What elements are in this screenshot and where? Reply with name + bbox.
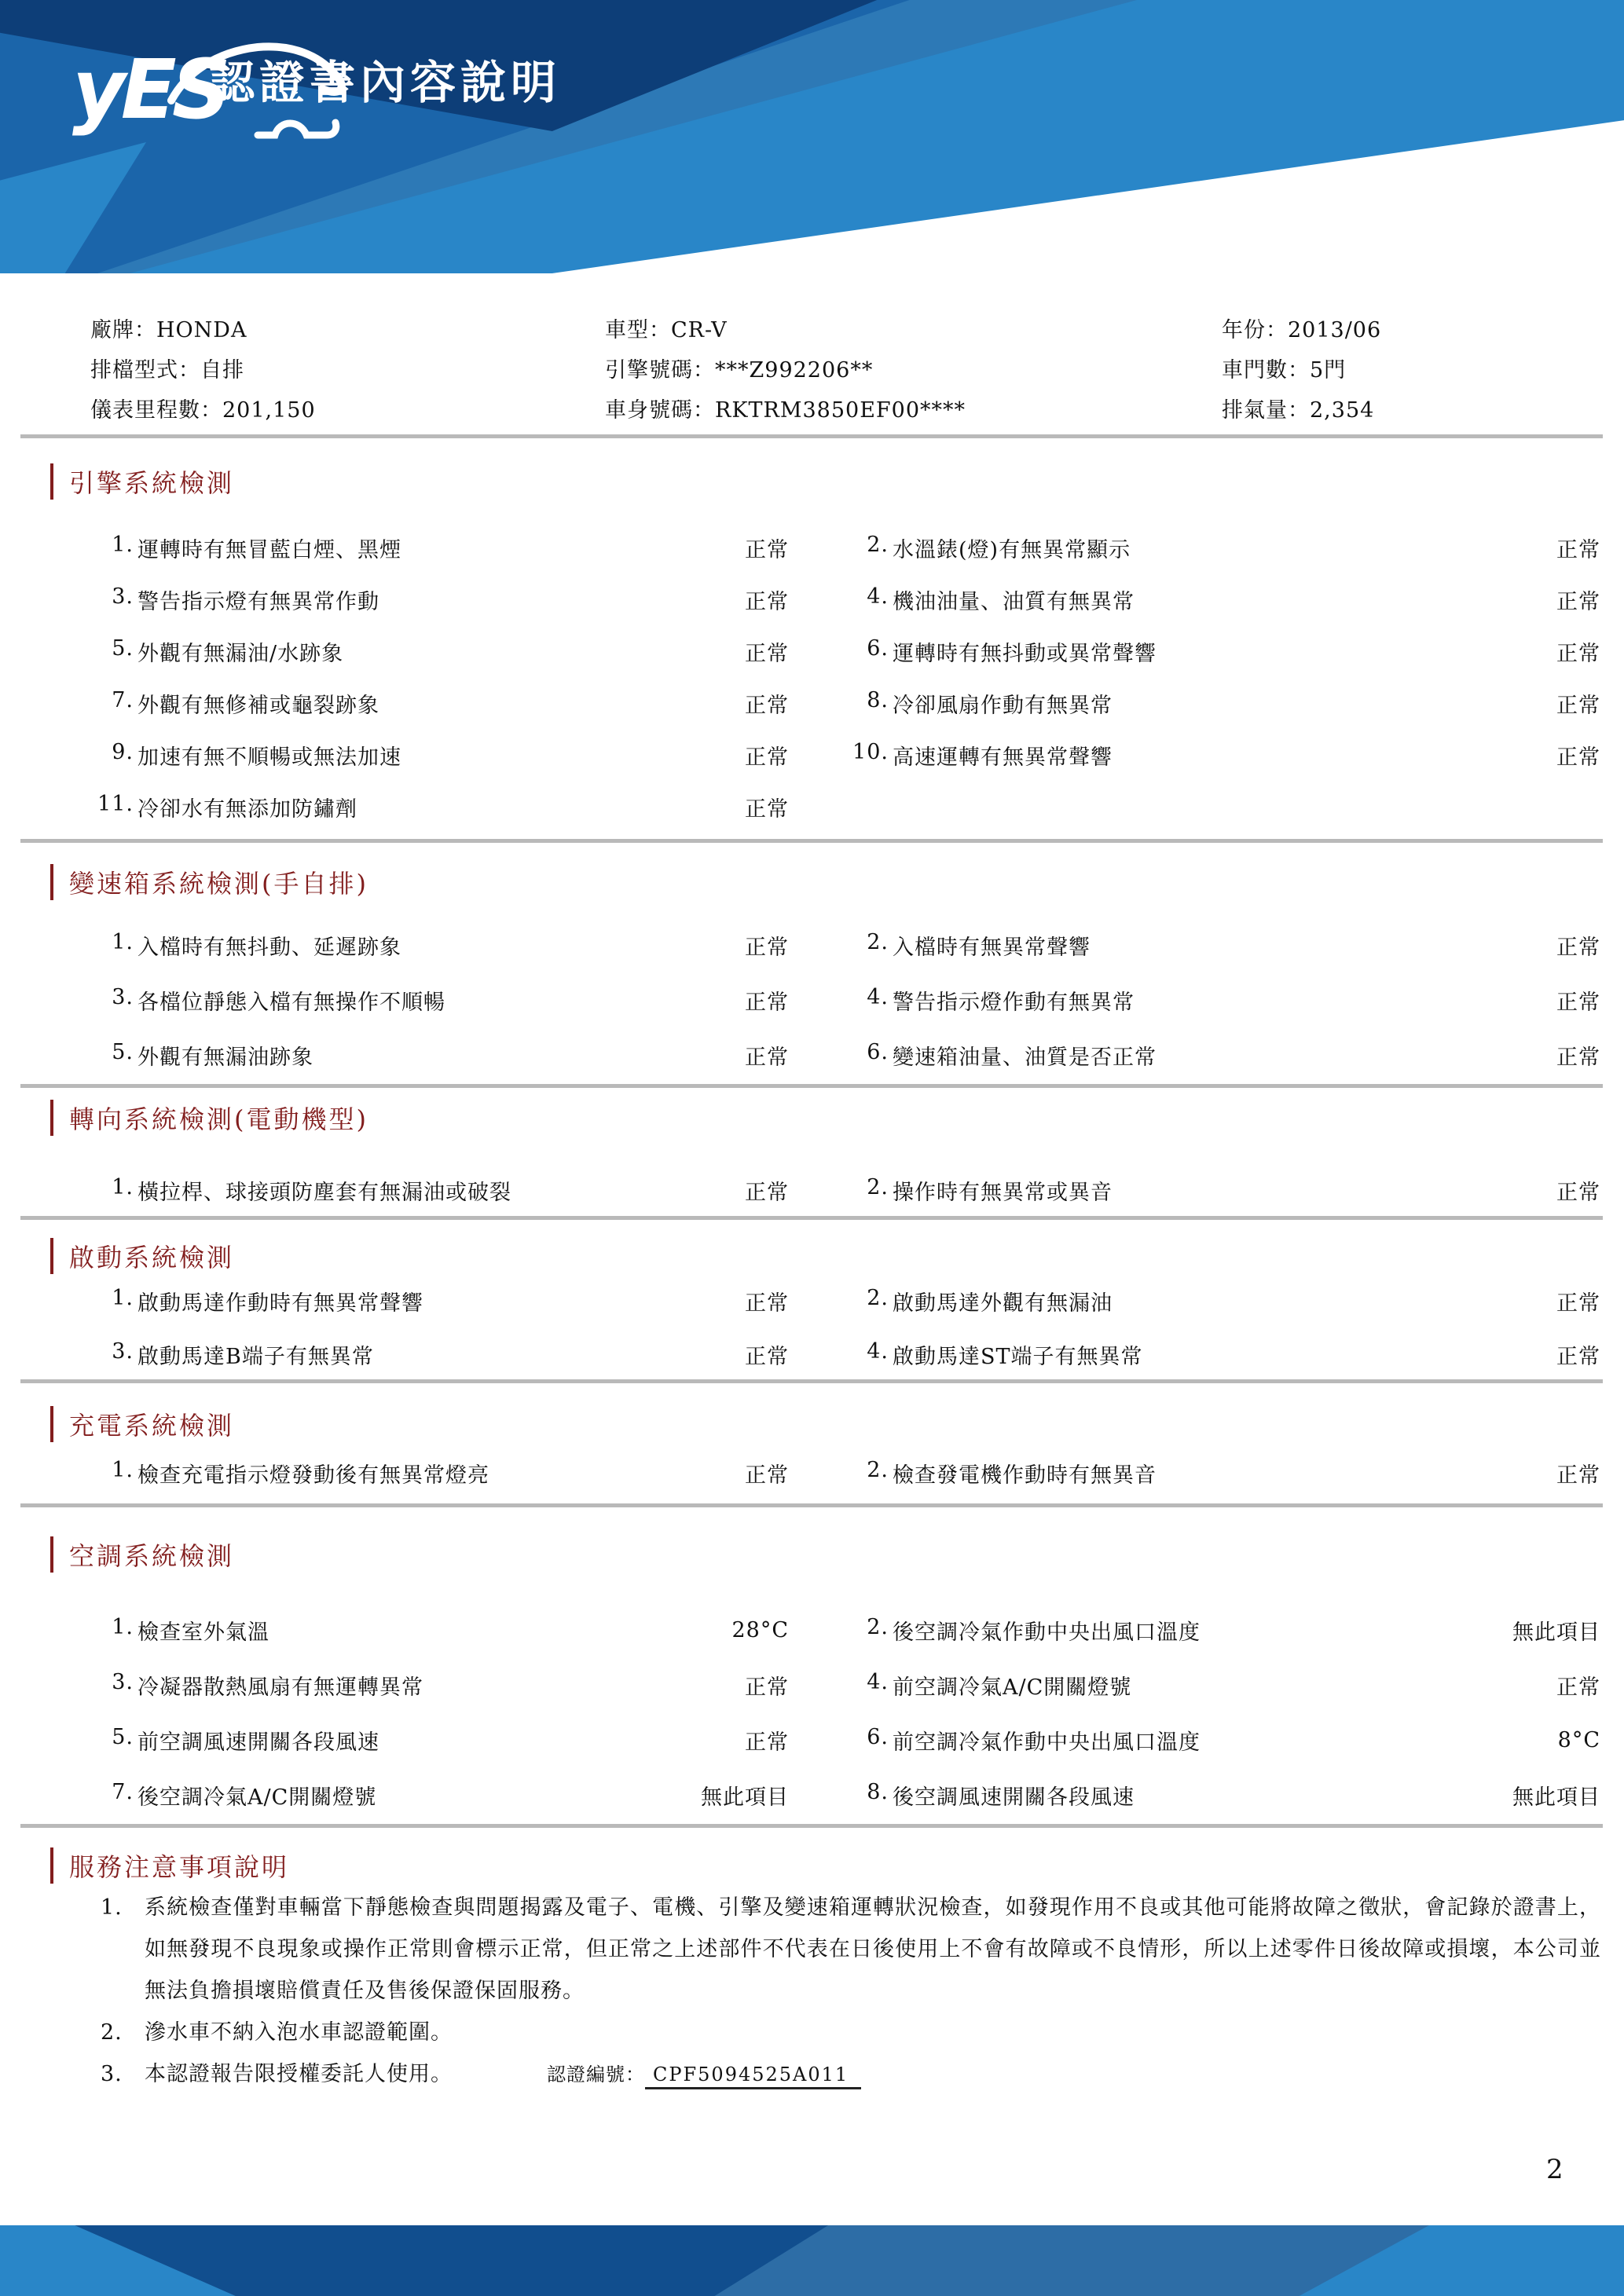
inspection-item xyxy=(97,930,635,961)
item-number: 7. xyxy=(112,1779,134,1804)
inspection-item xyxy=(852,1339,1423,1370)
inspection-item xyxy=(97,740,635,771)
vehicle-info-field: 車身號碼：RKTRM3850EF00**** xyxy=(605,398,966,423)
item-text: 前空調冷氣作動中央出風口溫度 xyxy=(893,1730,1201,1755)
service-note xyxy=(101,1887,1601,2012)
item-number: 4. xyxy=(867,1338,889,1364)
certificate-number: CPF5094525A011 xyxy=(645,2063,861,2089)
note-number: 3. xyxy=(101,2062,123,2086)
item-text: 入檔時有無異常聲響 xyxy=(893,935,1091,960)
item-number: 1. xyxy=(112,532,134,557)
inspection-item xyxy=(852,740,1423,771)
inspection-row xyxy=(0,1163,1624,1218)
item-result: 正常 xyxy=(1556,1344,1600,1369)
inspection-item xyxy=(97,533,635,563)
item-result: 正常 xyxy=(1556,990,1600,1015)
section-title-bar xyxy=(50,463,53,500)
page-header xyxy=(0,0,1624,273)
inspection-row xyxy=(0,1327,1624,1381)
item-number: 2. xyxy=(867,929,889,954)
item-number: 4. xyxy=(867,984,889,1009)
item-result: 正常 xyxy=(1556,1180,1600,1205)
item-result: 正常 xyxy=(1556,537,1600,562)
section-title-text: 空調系統檢測 xyxy=(69,1541,235,1571)
item-text: 運轉時有無抖動或異常聲響 xyxy=(893,641,1157,666)
certificate-number-field xyxy=(547,2054,861,2096)
item-result: 無此項目 xyxy=(1512,1620,1600,1645)
item-text: 警告指示燈有無異常作動 xyxy=(137,589,379,614)
inspection-row xyxy=(0,1657,1624,1712)
certificate-number-label: 認證編號： xyxy=(547,2063,645,2085)
section-title-text: 變速箱系統檢測(手自排) xyxy=(69,869,368,899)
inspection-item xyxy=(852,1615,1423,1646)
item-text: 外觀有無修補或龜裂跡象 xyxy=(137,693,379,718)
inspection-item xyxy=(97,1670,635,1701)
section-title xyxy=(50,1238,234,1274)
section-title xyxy=(50,1536,234,1573)
item-result: 無此項目 xyxy=(1512,1785,1600,1810)
item-text: 操作時有無異常或異音 xyxy=(893,1180,1113,1205)
section-rows xyxy=(0,1445,1624,1500)
note-text-with-cert xyxy=(145,2053,861,2096)
inspection-item xyxy=(852,1780,1423,1811)
section-title-bar xyxy=(50,1536,53,1573)
item-number: 8. xyxy=(867,687,889,712)
item-text: 啟動馬達外觀有無漏油 xyxy=(893,1291,1113,1316)
inspection-row xyxy=(0,625,1624,677)
item-text: 運轉時有無冒藍白煙、黑煙 xyxy=(137,537,401,562)
service-note xyxy=(101,2053,1601,2096)
item-result: 正常 xyxy=(1556,1045,1600,1070)
item-number: 3. xyxy=(112,1338,134,1364)
inspection-row xyxy=(0,573,1624,625)
item-result: 正常 xyxy=(745,990,789,1015)
item-number: 2. xyxy=(867,1614,889,1639)
item-number: 4. xyxy=(867,584,889,609)
item-number: 5. xyxy=(112,1039,134,1064)
vehicle-info-field: 車門數：5門 xyxy=(1222,358,1347,383)
item-number: 6. xyxy=(867,635,889,661)
item-text: 啟動馬達B端子有無異常 xyxy=(137,1344,374,1369)
item-number: 3. xyxy=(112,584,134,609)
inspection-item xyxy=(852,1286,1423,1316)
item-number: 1. xyxy=(112,1174,134,1199)
item-number: 11. xyxy=(97,791,134,816)
inspection-item xyxy=(97,584,635,615)
inspection-row xyxy=(0,972,1624,1027)
note-text: 滲水車不納入泡水車認證範圍。 xyxy=(145,2020,453,2045)
inspection-item xyxy=(852,688,1423,719)
item-text: 外觀有無漏油跡象 xyxy=(137,1045,313,1070)
item-number: 5. xyxy=(112,635,134,661)
item-text: 後空調冷氣作動中央出風口溫度 xyxy=(893,1620,1201,1645)
item-number: 3. xyxy=(112,1669,134,1694)
item-result: 正常 xyxy=(1556,1463,1600,1488)
inspection-item xyxy=(852,1725,1423,1756)
item-result: 正常 xyxy=(745,1045,789,1070)
item-text: 變速箱油量、油質是否正常 xyxy=(893,1045,1157,1070)
item-number: 9. xyxy=(112,739,134,764)
item-result: 正常 xyxy=(1556,641,1600,666)
vehicle-info xyxy=(90,310,1599,430)
item-text: 前空調風速開關各段風速 xyxy=(137,1730,379,1755)
inspection-item xyxy=(97,1725,635,1756)
yes-logo-text: yES xyxy=(72,42,226,137)
vehicle-info-field: 年份：2013/06 xyxy=(1222,318,1382,342)
section-rows xyxy=(0,1274,1624,1381)
item-result: 正常 xyxy=(745,796,789,822)
inspection-item xyxy=(852,584,1423,615)
item-number: 1. xyxy=(112,929,134,954)
section-divider xyxy=(20,1503,1603,1507)
inspection-item xyxy=(97,1339,635,1370)
item-number: 4. xyxy=(867,1669,889,1694)
inspection-item xyxy=(97,792,635,822)
section-rows xyxy=(0,522,1624,833)
inspection-item xyxy=(852,1175,1423,1206)
section-title xyxy=(50,1406,234,1442)
item-result: 正常 xyxy=(745,537,789,562)
section-title-text: 啟動系統檢測 xyxy=(69,1243,235,1273)
inspection-item xyxy=(97,1780,635,1811)
inspection-item xyxy=(97,1615,635,1646)
item-result: 正常 xyxy=(745,1463,789,1488)
service-notes xyxy=(101,1887,1601,2096)
inspection-item xyxy=(852,1458,1423,1489)
item-text: 冷卻水有無添加防鏽劑 xyxy=(137,796,357,822)
item-result: 正常 xyxy=(745,745,789,770)
item-number: 2. xyxy=(867,1457,889,1482)
item-text: 高速運轉有無異常聲響 xyxy=(893,745,1113,770)
item-text: 冷凝器散熱風扇有無運轉異常 xyxy=(137,1675,423,1700)
inspection-row xyxy=(0,522,1624,573)
item-result: 正常 xyxy=(745,589,789,614)
section-title-text: 引擎系統檢測 xyxy=(69,468,235,498)
item-result: 8°C xyxy=(1557,1727,1600,1752)
item-number: 2. xyxy=(867,1174,889,1199)
inspection-row xyxy=(0,1712,1624,1767)
vehicle-info-field: 車型：CR-V xyxy=(605,318,728,342)
inspection-item xyxy=(97,985,635,1016)
item-result: 28°C xyxy=(731,1617,789,1642)
section-title-bar xyxy=(50,1847,53,1884)
inspection-item xyxy=(97,1286,635,1316)
item-text: 入檔時有無抖動、延遲跡象 xyxy=(137,935,401,960)
item-result: 正常 xyxy=(745,1730,789,1755)
inspection-item xyxy=(852,930,1423,961)
item-number: 2. xyxy=(867,1285,889,1310)
inspection-item xyxy=(852,533,1423,563)
item-result: 正常 xyxy=(745,935,789,960)
item-result: 正常 xyxy=(745,1291,789,1316)
item-text: 警告指示燈作動有無異常 xyxy=(893,990,1135,1015)
vehicle-info-field: 引擎號碼：***Z992206** xyxy=(605,358,874,383)
inspection-row xyxy=(0,1767,1624,1822)
item-number: 5. xyxy=(112,1724,134,1749)
inspection-item xyxy=(97,1040,635,1071)
inspection-item xyxy=(852,636,1423,667)
service-note xyxy=(101,2012,1601,2053)
section-title-bar xyxy=(50,1238,53,1274)
note-text: 本認證報告限授權委託人使用。 xyxy=(145,2062,453,2086)
item-text: 檢查發電機作動時有無異音 xyxy=(893,1463,1157,1488)
item-text: 啟動馬達ST端子有無異常 xyxy=(893,1344,1143,1369)
item-result: 正常 xyxy=(745,1180,789,1205)
section-title-text: 充電系統檢測 xyxy=(69,1411,235,1441)
section-title xyxy=(50,864,368,900)
inspection-item xyxy=(97,688,635,719)
inspection-row xyxy=(0,677,1624,729)
item-number: 1. xyxy=(112,1457,134,1482)
item-number: 6. xyxy=(867,1724,889,1749)
section-rows xyxy=(0,1602,1624,1822)
section-divider xyxy=(20,839,1603,843)
section-divider xyxy=(20,1084,1603,1088)
inspection-item xyxy=(852,985,1423,1016)
section-title xyxy=(50,463,234,500)
inspection-row xyxy=(0,1274,1624,1327)
item-number: 2. xyxy=(867,532,889,557)
item-result: 正常 xyxy=(1556,745,1600,770)
item-text: 外觀有無漏油/水跡象 xyxy=(137,641,344,666)
inspection-item xyxy=(97,1175,635,1206)
item-text: 前空調冷氣A/C開關燈號 xyxy=(893,1675,1132,1700)
note-number: 1. xyxy=(101,1895,123,1920)
item-text: 機油油量、油質有無異常 xyxy=(893,589,1135,614)
item-number: 8. xyxy=(867,1779,889,1804)
item-result: 正常 xyxy=(1556,1675,1600,1700)
inspection-row xyxy=(0,781,1624,833)
section-divider xyxy=(20,1824,1603,1828)
item-number: 7. xyxy=(112,687,134,712)
inspection-item xyxy=(852,1670,1423,1701)
page-footer xyxy=(0,2225,1624,2296)
section-title-text: 轉向系統檢測(電動機型) xyxy=(69,1104,368,1134)
vehicle-info-field: 廠牌：HONDA xyxy=(90,318,247,342)
inspection-row xyxy=(0,1445,1624,1500)
inspection-item xyxy=(852,1040,1423,1071)
item-text: 水溫錶(燈)有無異常顯示 xyxy=(893,537,1131,562)
item-text: 橫拉桿、球接頭防塵套有無漏油或破裂 xyxy=(137,1180,511,1205)
vehicle-info-field: 排氣量：2,354 xyxy=(1222,398,1375,423)
item-result: 正常 xyxy=(745,1675,789,1700)
inspection-item xyxy=(97,636,635,667)
item-number: 3. xyxy=(112,984,134,1009)
item-result: 正常 xyxy=(1556,693,1600,718)
item-text: 後空調風速開關各段風速 xyxy=(893,1785,1135,1810)
item-result: 正常 xyxy=(1556,935,1600,960)
item-text: 各檔位靜態入檔有無操作不順暢 xyxy=(137,990,445,1015)
item-result: 正常 xyxy=(745,693,789,718)
section-rows xyxy=(0,917,1624,1082)
item-text: 加速有無不順暢或無法加速 xyxy=(137,745,401,770)
section-title-bar xyxy=(50,864,53,900)
item-result: 正常 xyxy=(745,1344,789,1369)
item-result: 無此項目 xyxy=(701,1785,789,1810)
item-text: 冷卻風扇作動有無異常 xyxy=(893,693,1113,718)
note-text: 系統檢查僅對車輛當下靜態檢查與問題揭露及電子、電機、引擎及變速箱運轉狀況檢查，如發現作用不良或其他可能將故障之徵狀，會記錄於證書上，如無發現不良現象或操作正常則會標示正常，但正常之上述部件不代表在日後使用上不會有故障或不良情形，所以上述零件日後故障或損壞，本公司並無法負擔損壞賠償責任及售後保證保固服務。 xyxy=(145,1895,1601,2003)
vehicle-info-field: 排檔型式：自排 xyxy=(90,358,244,383)
item-number: 1. xyxy=(112,1614,134,1639)
inspection-item xyxy=(97,1458,635,1489)
item-result: 正常 xyxy=(1556,1291,1600,1316)
item-number: 1. xyxy=(112,1285,134,1310)
inspection-row xyxy=(0,1027,1624,1082)
item-text: 檢查充電指示燈發動後有無異常燈亮 xyxy=(137,1463,489,1488)
item-number: 10. xyxy=(852,739,889,764)
section-rows xyxy=(0,1163,1624,1218)
section-title-bar xyxy=(50,1406,53,1442)
section-title-service-notes: 服務注意事項說明 xyxy=(50,1847,289,1884)
item-text: 後空調冷氣A/C開關燈號 xyxy=(137,1785,377,1810)
inspection-row xyxy=(0,729,1624,781)
item-result: 正常 xyxy=(745,641,789,666)
inspection-row xyxy=(0,917,1624,972)
item-result: 正常 xyxy=(1556,589,1600,614)
note-number: 2. xyxy=(101,2020,123,2045)
vehicle-info-field: 儀表里程數：201,150 xyxy=(90,398,316,423)
item-text: 啟動馬達作動時有無異常聲響 xyxy=(137,1291,423,1316)
page-number: 2 xyxy=(1546,2154,1564,2185)
page-title: 認證書內容說明 xyxy=(209,56,562,109)
section-title xyxy=(50,1100,368,1136)
inspection-row xyxy=(0,1602,1624,1657)
section-divider xyxy=(20,434,1603,438)
item-number: 6. xyxy=(867,1039,889,1064)
section-title-bar xyxy=(50,1100,53,1136)
item-text: 檢查室外氣溫 xyxy=(137,1620,269,1645)
